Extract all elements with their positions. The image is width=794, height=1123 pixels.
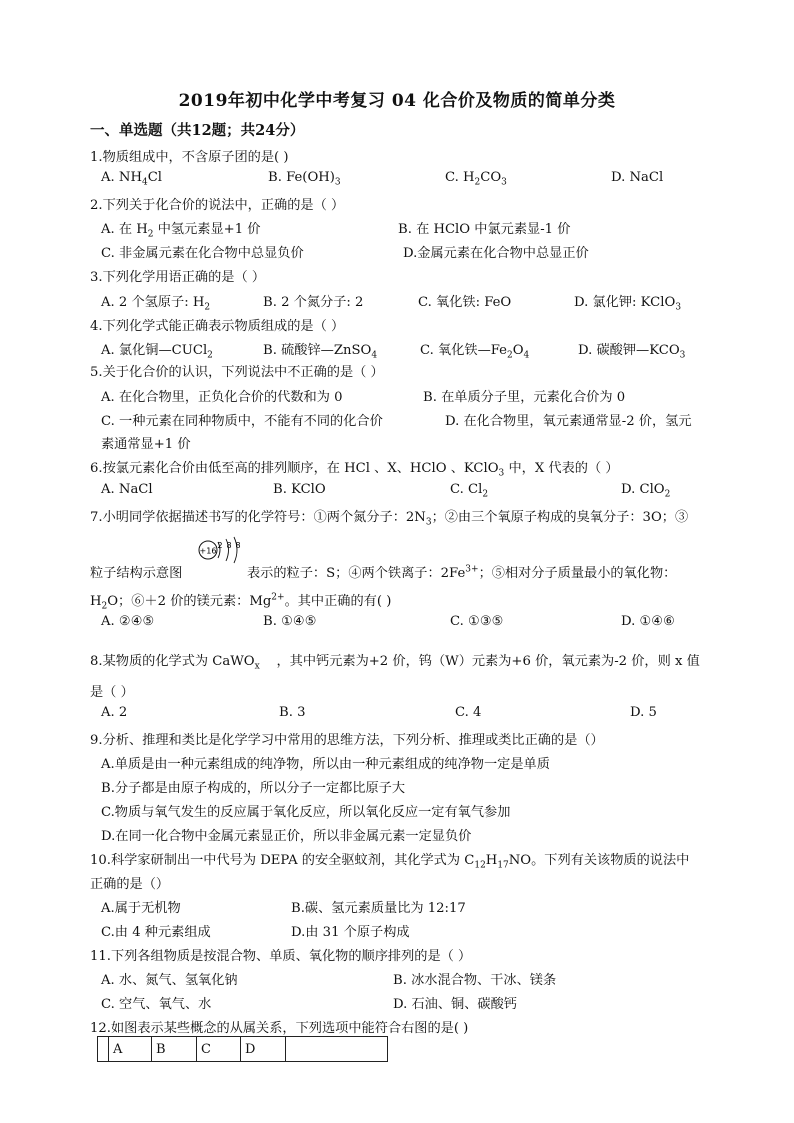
- nucleus-charge: +16: [199, 546, 217, 556]
- q1-option-c: C. $H_2CO_3$: [445, 170, 507, 188]
- q5-option-d: D. 在化合物里，氧元素通常显-2 价，氢元: [445, 414, 692, 429]
- question-10-line-2: 正确的是（）: [90, 877, 170, 892]
- table-cell-c: C: [197, 1037, 241, 1062]
- q8-option-c: C. 4: [455, 705, 482, 720]
- q11-option-c: C. 空气、氧气、水: [101, 997, 212, 1012]
- question-1-stem: 1.物质组成中，不含原子团的是( ): [90, 150, 289, 165]
- q11-option-d: D. 石油、铜、碳酸钙: [393, 997, 517, 1012]
- q6-option-a: A. NaCl: [101, 482, 153, 497]
- question-5-stem: 5.关于化合价的认识，下列说法中不正确的是（ ）: [90, 365, 384, 380]
- question-7-line-2b: 表示的粒子：S；④两个铁离子：$2Fe^{3+}$；⑤相对分子质量最小的氧化物：: [247, 564, 677, 581]
- q5-option-b: B. 在单质分子里，元素化合价为 0: [423, 390, 626, 405]
- q7-option-c: C. ①③⑤: [450, 614, 504, 629]
- table-cell-a: A: [109, 1037, 152, 1062]
- question-7-line-1: 7.小明同学依据描述书写的化学符号：①两个氮分子：$2N_3$；②由三个氧原子构成的臭氧分子：3O；③: [90, 510, 689, 528]
- section-heading: 一、单选题（共12题；共24分）: [90, 122, 305, 139]
- question-6-stem: 6.按氯元素化合价由低至高的排列顺序，在 HCl 、X、HClO 、KClO$_3$ 中，X 代表的（ ）: [90, 461, 619, 479]
- q6-option-d: D. ClO$_2$: [621, 482, 671, 500]
- question-3-stem: 3.下列化学用语正确的是（ ）: [90, 270, 266, 285]
- question-10-line-1: 10.科学家研制出一中代号为 DEPA 的安全驱蚊剂，其化学式为 $C_{12}H_{17}NO$。下列有关该物质的说法中: [90, 853, 690, 871]
- q4-option-b: B. 硫酸锌—ZnSO$_4$: [263, 343, 378, 361]
- q2-option-d: D.金属元素在化合物中总显正价: [403, 246, 589, 261]
- q9-option-c: C.物质与氧气发生的反应属于氧化反应，所以氧化反应一定有氧气参加: [101, 805, 511, 820]
- q5-option-a: A. 在化合物里，正负化合价的代数和为 0: [101, 390, 343, 405]
- q11-option-a: A. 水、氮气、氢氧化钠: [101, 973, 238, 988]
- table-cell: [286, 1037, 388, 1062]
- q3-option-a: A. 2 个氢原子: $H_2$: [101, 295, 211, 313]
- table-cell: [98, 1037, 109, 1062]
- question-7-line-2a: 粒子结构示意图: [90, 566, 183, 581]
- q9-option-d: D.在同一化合物中金属元素显正价，所以非金属元素一定显负价: [101, 829, 472, 844]
- q4-option-c: C. 氧化铁$—Fe_2O_4$: [420, 343, 530, 361]
- q11-option-b: B. 冰水混合物、干冰、镁条: [393, 973, 557, 988]
- q10-option-b: B.碳、氢元素质量比为 12:17: [291, 901, 466, 916]
- shell-1-electrons: 2: [217, 541, 223, 550]
- table-cell-d: D: [241, 1037, 286, 1062]
- q9-option-a: A.单质是由一种元素组成的纯净物，所以由一种元素组成的纯净物一定是单质: [101, 757, 550, 772]
- question-9-stem: 9.分析、推理和类比是化学学习中常用的思维方法，下列分析、推理或类比正确的是（）: [90, 733, 604, 748]
- q2-option-a: A. 在 $H_2$ 中氢元素显+1 价: [101, 222, 261, 240]
- q10-option-c: C.由 4 种元素组成: [101, 925, 211, 940]
- q1-option-b: B. $Fe(OH)_3$: [268, 170, 341, 188]
- q2-option-c: C. 非金属元素在化合物中总显负价: [101, 246, 304, 261]
- q3-option-d: D. 氯化钾: KClO$_3$: [574, 295, 682, 313]
- question-8-line-2: 是（ ）: [90, 685, 134, 700]
- q5-option-d-continued: 素通常显+1 价: [101, 437, 191, 452]
- q1-option-d: D. NaCl: [611, 170, 664, 185]
- q8-option-b: B. 3: [279, 705, 306, 720]
- shell-2-electrons: 8: [226, 541, 232, 550]
- question-4-stem: 4.下列化学式能正确表示物质组成的是（ ）: [90, 319, 345, 334]
- table-cell-b: B: [152, 1037, 197, 1062]
- q3-option-c: C. 氧化铁: FeO: [418, 295, 512, 310]
- q4-option-d: D. 碳酸钾$—KCO_3$: [578, 343, 686, 361]
- q10-option-a: A.属于无机物: [101, 901, 181, 916]
- q5-option-c: C. 一种元素在同种物质中，不能有不同的化合价: [101, 414, 383, 429]
- question-12-stem: 12.如图表示某些概念的从属关系，下列选项中能符合右图的是( ): [90, 1021, 469, 1036]
- q10-option-d: D.由 31 个原子构成: [291, 925, 410, 940]
- shell-3-electrons: 8: [235, 541, 241, 550]
- q8-option-d: D. 5: [630, 705, 657, 720]
- q4-option-a: A. 氯化铜—CUCl$_2$: [101, 343, 213, 361]
- question-7-line-3: $H_2O$；⑥＋2 价的镁元素：$Mg^{2+}$。其中正确的有( ): [90, 592, 392, 612]
- q1-option-a: A. $NH_4Cl$: [101, 170, 162, 188]
- q3-option-b: B. 2 个氮分子: 2: [263, 295, 364, 310]
- page-title: 2019年初中化学中考复习 04 化合价及物质的简单分类: [178, 91, 616, 111]
- q6-option-c: C. $Cl_2$: [450, 482, 489, 500]
- question-2-stem: 2.下列关于化合价的说法中，正确的是（ ）: [90, 198, 345, 213]
- table-row: [98, 1037, 388, 1062]
- q9-option-b: B.分子都是由原子构成的，所以分子一定都比原子大: [101, 781, 406, 796]
- q12-table: [97, 1036, 388, 1062]
- q7-option-a: A. ②④⑤: [101, 614, 155, 629]
- q6-option-b: B. KClO: [273, 482, 326, 497]
- question-8-line-1: 8.某物质的化学式为 CaWO$_x$ ，其中钙元素为+2 价，钨（W）元素为+6 价，氧元素为-2 价，则 x 值: [90, 654, 700, 672]
- q8-option-a: A. 2: [101, 705, 128, 720]
- atom-structure-diagram: [196, 533, 252, 573]
- q7-option-d: D. ①④⑥: [621, 614, 675, 629]
- q2-option-b: B. 在 HClO 中氯元素显-1 价: [398, 222, 571, 237]
- q7-option-b: B. ①④⑤: [263, 614, 317, 629]
- question-11-stem: 11.下列各组物质是按混合物、单质、氧化物的顺序排列的是（ ）: [90, 949, 472, 964]
